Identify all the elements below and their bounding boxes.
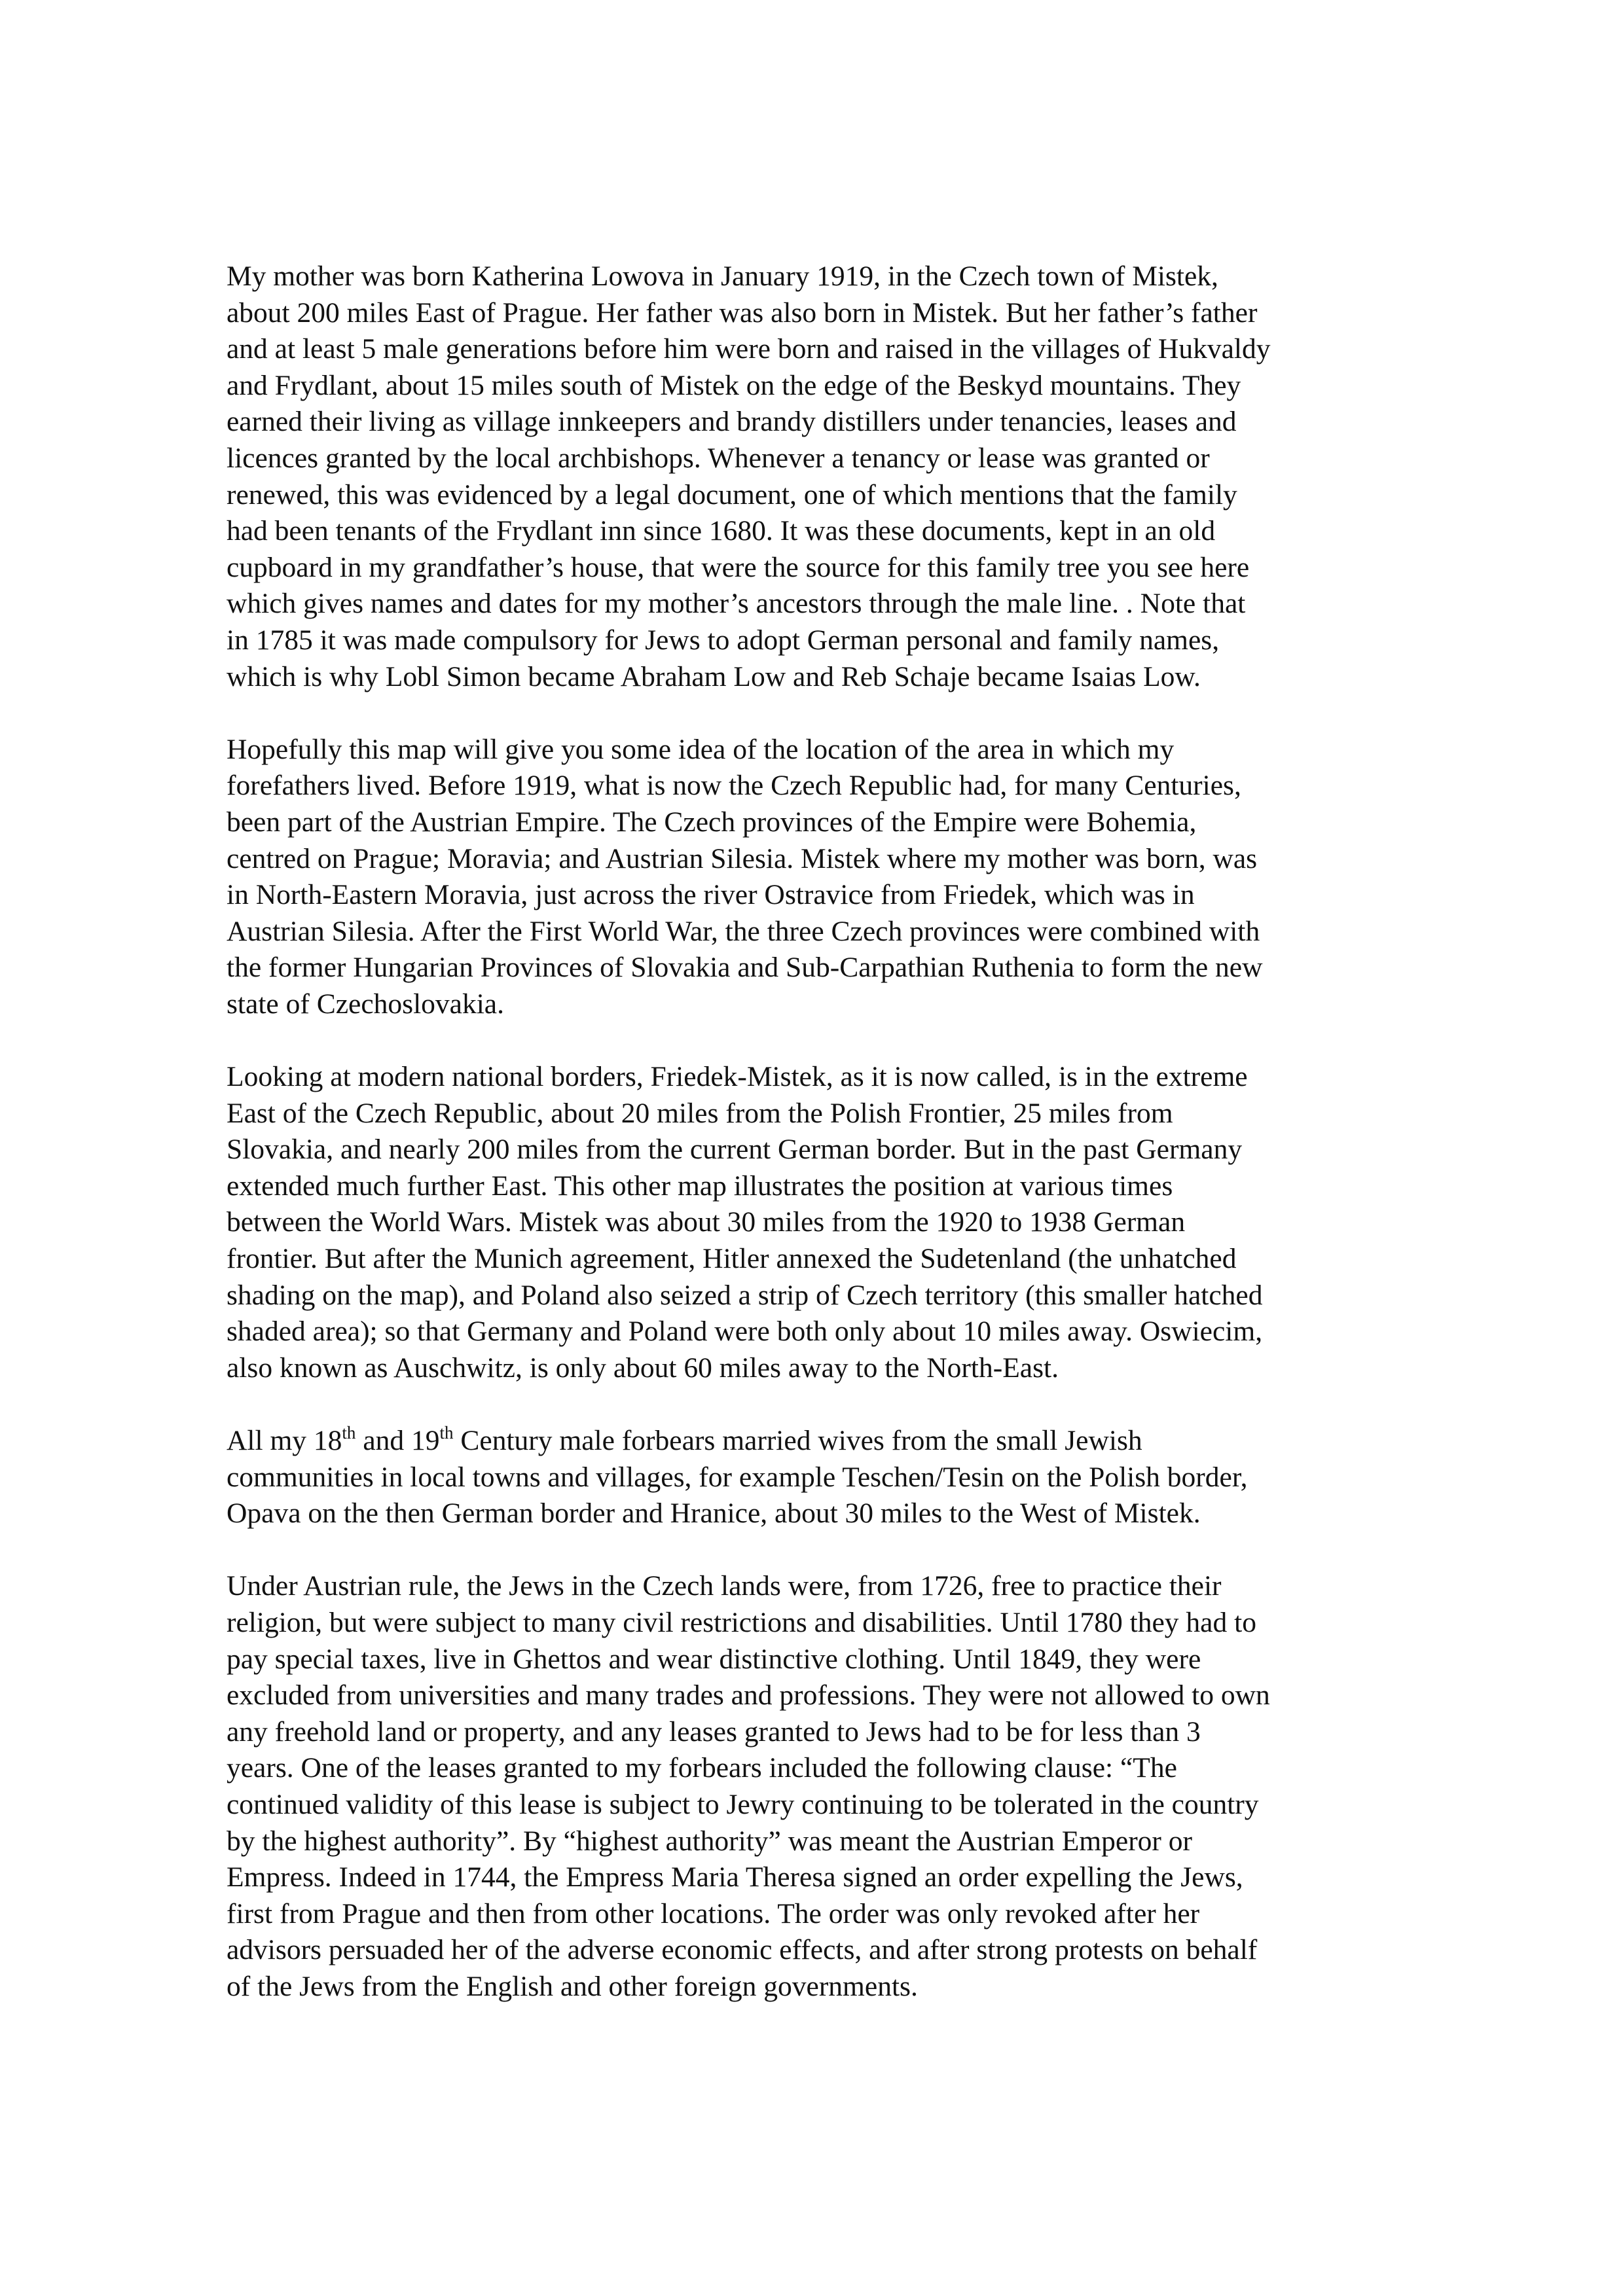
text-line: shading on the map), and Poland also seized a strip of Czech territory (this smaller hatched — [227, 1279, 1263, 1311]
text-line: in North-Eastern Moravia, just across the river Ostravice from Friedek, which was in — [227, 879, 1195, 911]
text-line: renewed, this was evidenced by a legal document, one of which mentions that the family — [227, 478, 1237, 511]
document-body — [227, 259, 1438, 2041]
text-line: first from Prague and then from other locations. The order was only revoked after her — [227, 1897, 1200, 1929]
text-line: which is why Lobl Simon became Abraham Low and Reb Schaje became Isaias Low. — [227, 660, 1201, 692]
text-line: excluded from universities and many trades and professions. They were not allowed to own — [227, 1679, 1270, 1712]
text-line: years. One of the leases granted to my forbears included the following clause: “The — [227, 1752, 1177, 1784]
text-line: Slovakia, and nearly 200 miles from the current German border. But in the past Germany — [227, 1134, 1243, 1166]
text-run: All my 18 — [227, 1425, 342, 1456]
text-run: and 19 — [356, 1425, 440, 1456]
text-line: cupboard in my grandfather’s house, that were the source for this family tree you see here — [227, 551, 1250, 583]
text-line: forefathers lived. Before 1919, what is now the Czech Republic had, for many Centuries, — [227, 770, 1241, 802]
text-line: by the highest authority”. By “highest authority” was meant the Austrian Emperor or — [227, 1825, 1193, 1857]
text-line-with-superscripts — [227, 1423, 1438, 1460]
text-line: of the Jews from the English and other foreign governments. — [227, 1970, 918, 2002]
text-line: and at least 5 male generations before him were born and raised in the villages of Hukvaldy — [227, 333, 1271, 365]
paragraph-map-location — [227, 732, 1438, 1023]
text-line: extended much further East. This other map illustrates the position at various times — [227, 1170, 1173, 1202]
text-line: Austrian Silesia. After the First World War, the three Czech provinces were combined with — [227, 915, 1260, 947]
text-line: East of the Czech Republic, about 20 miles from the Polish Frontier, 25 miles from — [227, 1097, 1173, 1129]
text-line: Hopefully this map will give you some idea of the location of the area in which my — [227, 733, 1175, 765]
text-line: frontier. But after the Munich agreement, Hitler annexed the Sudetenland (the unhatched — [227, 1243, 1237, 1275]
text-line: between the World Wars. Mistek was about 30 miles from the 1920 to 1938 German — [227, 1206, 1186, 1238]
text-run: Century male forbears married wives from the small Jewish — [453, 1425, 1142, 1456]
text-line: had been tenants of the Frydlant inn since 1680. It was these documents, kept in an old — [227, 515, 1216, 547]
text-line: been part of the Austrian Empire. The Czech provinces of the Empire were Bohemia, — [227, 806, 1197, 838]
text-line: and Frydlant, about 15 miles south of Mistek on the edge of the Beskyd mountains. They — [227, 369, 1241, 401]
superscript-ordinal: th — [439, 1423, 454, 1443]
text-line: My mother was born Katherina Lowova in January 1919, in the Czech town of Mistek, — [227, 260, 1218, 292]
text-line: communities in local towns and villages, for example Teschen/Tesin on the Polish border, — [227, 1461, 1248, 1493]
paragraph-austrian-rule — [227, 1568, 1438, 2005]
text-line: shaded area); so that Germany and Poland were both only about 10 miles away. Oswiecim, — [227, 1316, 1263, 1348]
text-line: earned their living as village innkeepers and brandy distillers under tenancies, leases and — [227, 406, 1237, 438]
text-line: centred on Prague; Moravia; and Austrian Silesia. Mistek where my mother was born, was — [227, 842, 1258, 874]
superscript-ordinal: th — [342, 1423, 356, 1443]
text-line: about 200 miles East of Prague. Her father was also born in Mistek. But her father’s father — [227, 296, 1258, 329]
text-line: Opava on the then German border and Hranice, about 30 miles to the West of Mistek. — [227, 1498, 1201, 1530]
text-line: the former Hungarian Provinces of Slovakia and Sub-Carpathian Ruthenia to form the new — [227, 952, 1263, 984]
text-line: state of Czechoslovakia. — [227, 988, 504, 1020]
text-line: which gives names and dates for my mother’s ancestors through the male line. . Note that — [227, 588, 1246, 620]
text-line: in 1785 it was made compulsory for Jews to adopt German personal and family names, — [227, 624, 1220, 656]
paragraph-marriages — [227, 1423, 1438, 1532]
text-line: any freehold land or property, and any leases granted to Jews had to be for less than 3 — [227, 1715, 1201, 1748]
text-line: Under Austrian rule, the Jews in the Czech lands were, from 1726, free to practice their — [227, 1570, 1222, 1602]
text-line: religion, but were subject to many civil restrictions and disabilities. Until 1780 they had to — [227, 1606, 1256, 1638]
text-line: Empress. Indeed in 1744, the Empress Maria Theresa signed an order expelling the Jews, — [227, 1861, 1243, 1893]
text-line: continued validity of this lease is subject to Jewry continuing to be tolerated in the country — [227, 1788, 1259, 1820]
text-line: advisors persuaded her of the adverse economic effects, and after strong protests on behalf — [227, 1934, 1258, 1966]
paragraph-family-origins — [227, 259, 1438, 695]
text-line: also known as Auschwitz, is only about 60 miles away to the North-East. — [227, 1352, 1059, 1384]
paragraph-national-borders — [227, 1059, 1438, 1386]
text-line: licences granted by the local archbishops. Whenever a tenancy or lease was granted or — [227, 442, 1210, 474]
text-line: Looking at modern national borders, Friedek-Mistek, as it is now called, is in the extreme — [227, 1061, 1248, 1093]
text-line: pay special taxes, live in Ghettos and wear distinctive clothing. Until 1849, they were — [227, 1643, 1201, 1675]
